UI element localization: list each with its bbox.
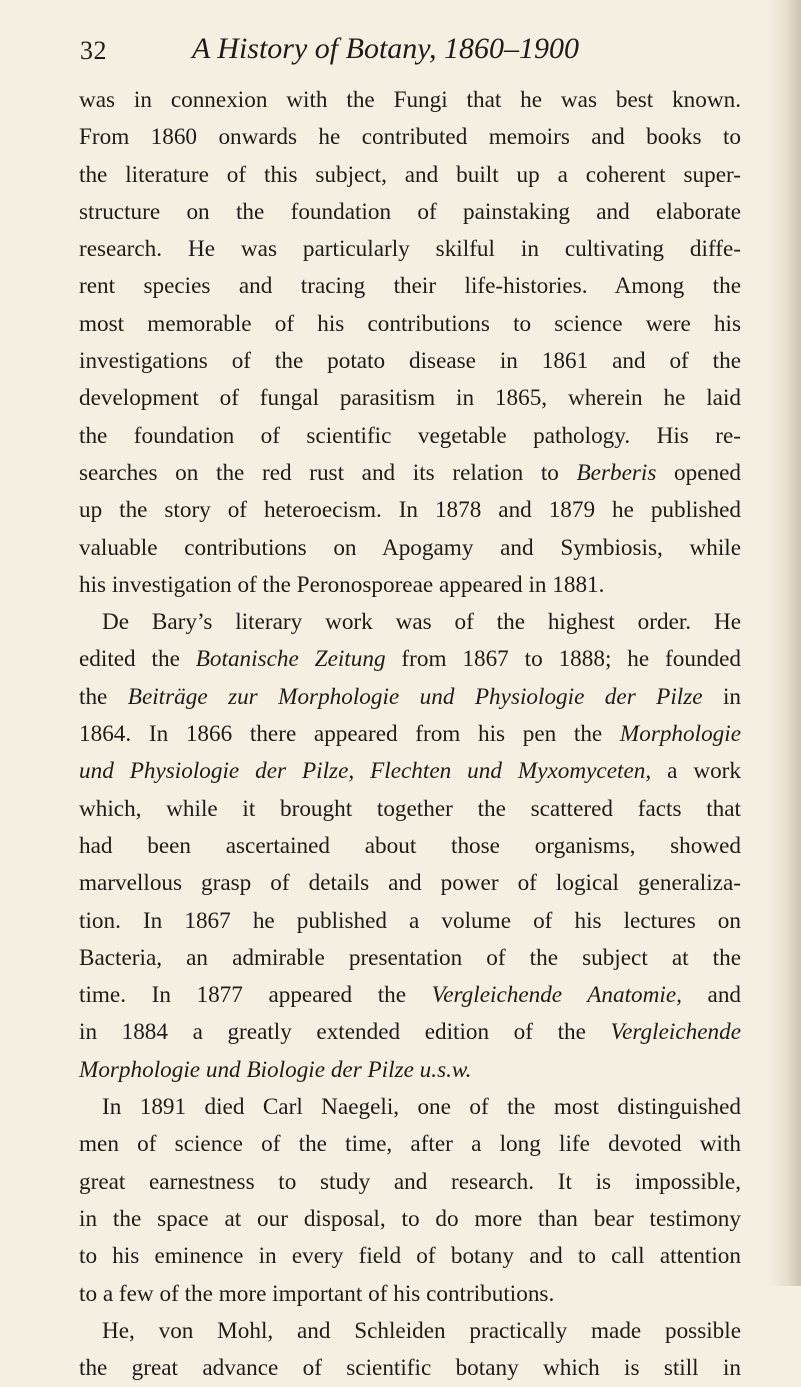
text-line <box>79 380 741 417</box>
text-line <box>79 157 741 194</box>
text-line <box>79 977 741 1014</box>
text-segment: most memorable of his contributions to science were his <box>79 310 741 337</box>
text-segment: tion. In 1867 he published a volume of his lectures on <box>79 907 741 934</box>
text-line <box>79 418 741 455</box>
text-segment: the <box>79 683 128 710</box>
text-line <box>79 492 741 529</box>
text-segment: time. In 1877 appeared the <box>79 982 432 1009</box>
text-segment: valuable contributions on Apogamy and Symbiosis, while <box>79 534 741 561</box>
text-line <box>79 679 741 716</box>
text-segment: 1864. In 1866 there appeared from his pen the <box>79 721 620 748</box>
text-line <box>79 231 741 268</box>
text-segment: searches on the red rust and its relation to <box>79 459 577 486</box>
italic-title-segment: Morphologie <box>619 721 741 748</box>
text-line <box>79 940 741 977</box>
text-line <box>79 1350 741 1387</box>
text-line <box>79 641 741 678</box>
text-line <box>79 791 741 828</box>
text-line <box>79 1052 741 1089</box>
text-line <box>79 343 741 380</box>
body-text <box>79 82 741 1387</box>
running-head: A History of Botany, 1860–1900 <box>192 32 579 65</box>
page-edge-shadow <box>767 0 801 1286</box>
italic-title-segment: und Physiologie der Pilze, Flechten und Myxomyceten, <box>79 758 652 785</box>
text-segment: structure on the foundation of painstaking and elaborate <box>79 198 741 225</box>
text-segment: marvellous grasp of details and power of logical generaliza- <box>79 870 741 897</box>
italic-title-segment: Berberis <box>576 459 657 486</box>
italic-title-segment: Botanische Zeitung <box>195 646 386 673</box>
text-segment: in 1884 a greatly extended edition of the <box>79 1019 611 1046</box>
text-segment: the foundation of scientific vegetable pathology. His re- <box>79 422 741 449</box>
italic-title-segment: Vergleichende <box>610 1019 741 1046</box>
text-line <box>79 828 741 865</box>
text-segment: From 1860 onwards he contributed memoirs and books to <box>79 124 741 151</box>
text-line <box>79 1313 741 1350</box>
text-segment: De Bary’s literary work was of the highest order. He <box>102 609 741 636</box>
text-line <box>79 119 741 156</box>
text-line <box>79 1276 741 1313</box>
text-line <box>79 194 741 231</box>
text-segment: In 1891 died Carl Naegeli, one of the most distinguished <box>102 1094 741 1121</box>
text-line <box>79 306 741 343</box>
text-segment: men of science of the time, after a long life devoted with <box>79 1131 741 1158</box>
text-segment: development of fungal parasitism in 1865, wherein he laid <box>79 385 741 412</box>
text-line <box>79 1201 741 1238</box>
italic-title-segment: Beiträge zur Morphologie und Physiologie der Pilze <box>127 683 703 710</box>
text-segment: great earnestness to study and research. It is impossible, <box>79 1168 741 1195</box>
text-segment: which, while it brought together the scattered facts that <box>79 795 741 822</box>
text-segment: edited the <box>79 646 196 673</box>
text-line <box>79 1014 741 1051</box>
text-segment: in the space at our disposal, to do more than bear testimony <box>79 1205 741 1232</box>
text-segment: rent species and tracing their life-histories. Among the <box>79 273 741 300</box>
text-line <box>79 903 741 940</box>
text-segment: opened <box>656 459 741 486</box>
text-segment: was in connexion with the Fungi that he was best known. <box>79 87 741 113</box>
text-segment: to a few of the more important of his contributions. <box>79 1280 555 1307</box>
text-line <box>79 1089 741 1126</box>
text-line <box>79 1238 741 1275</box>
text-segment: a work <box>651 758 741 785</box>
text-line <box>79 604 741 641</box>
text-segment: research. He was particularly skilful in cultivating diffe- <box>79 236 741 263</box>
text-line <box>79 716 741 753</box>
text-segment: from 1867 to 1888; he founded <box>385 646 742 673</box>
text-segment: the great advance of scientific botany which is still in <box>79 1355 741 1382</box>
text-segment: up the story of heteroecism. In 1878 and 1879 he published <box>79 497 741 524</box>
text-line <box>79 753 741 790</box>
italic-title-segment: Vergleichende Anatomie, <box>431 982 682 1009</box>
text-line <box>79 82 741 119</box>
text-segment: in <box>702 683 742 710</box>
text-segment: and <box>681 982 742 1009</box>
text-line <box>79 1164 741 1201</box>
page-header <box>80 28 740 72</box>
text-line <box>79 1126 741 1163</box>
text-line <box>79 530 741 567</box>
text-segment: Bacteria, an admirable presentation of the subject at the <box>79 944 741 971</box>
text-segment: investigations of the potato disease in 1861 and of the <box>79 348 741 375</box>
text-line <box>79 865 741 902</box>
text-segment: his investigation of the Peronosporeae appeared in 1881. <box>79 571 605 598</box>
text-segment: had been ascertained about those organisms, showed <box>79 832 741 859</box>
text-line <box>79 567 741 604</box>
italic-title-segment: Morphologie und Biologie der Pilze u.s.w. <box>79 1056 472 1083</box>
text-line <box>79 268 741 305</box>
text-segment: to his eminence in every field of botany and to call attention <box>79 1243 741 1270</box>
page-number: 32 <box>80 36 107 65</box>
text-segment: the literature of this subject, and built up a coherent super- <box>79 161 741 188</box>
text-segment: He, von Mohl, and Schleiden practically made possible <box>102 1317 741 1344</box>
text-line <box>79 455 741 492</box>
